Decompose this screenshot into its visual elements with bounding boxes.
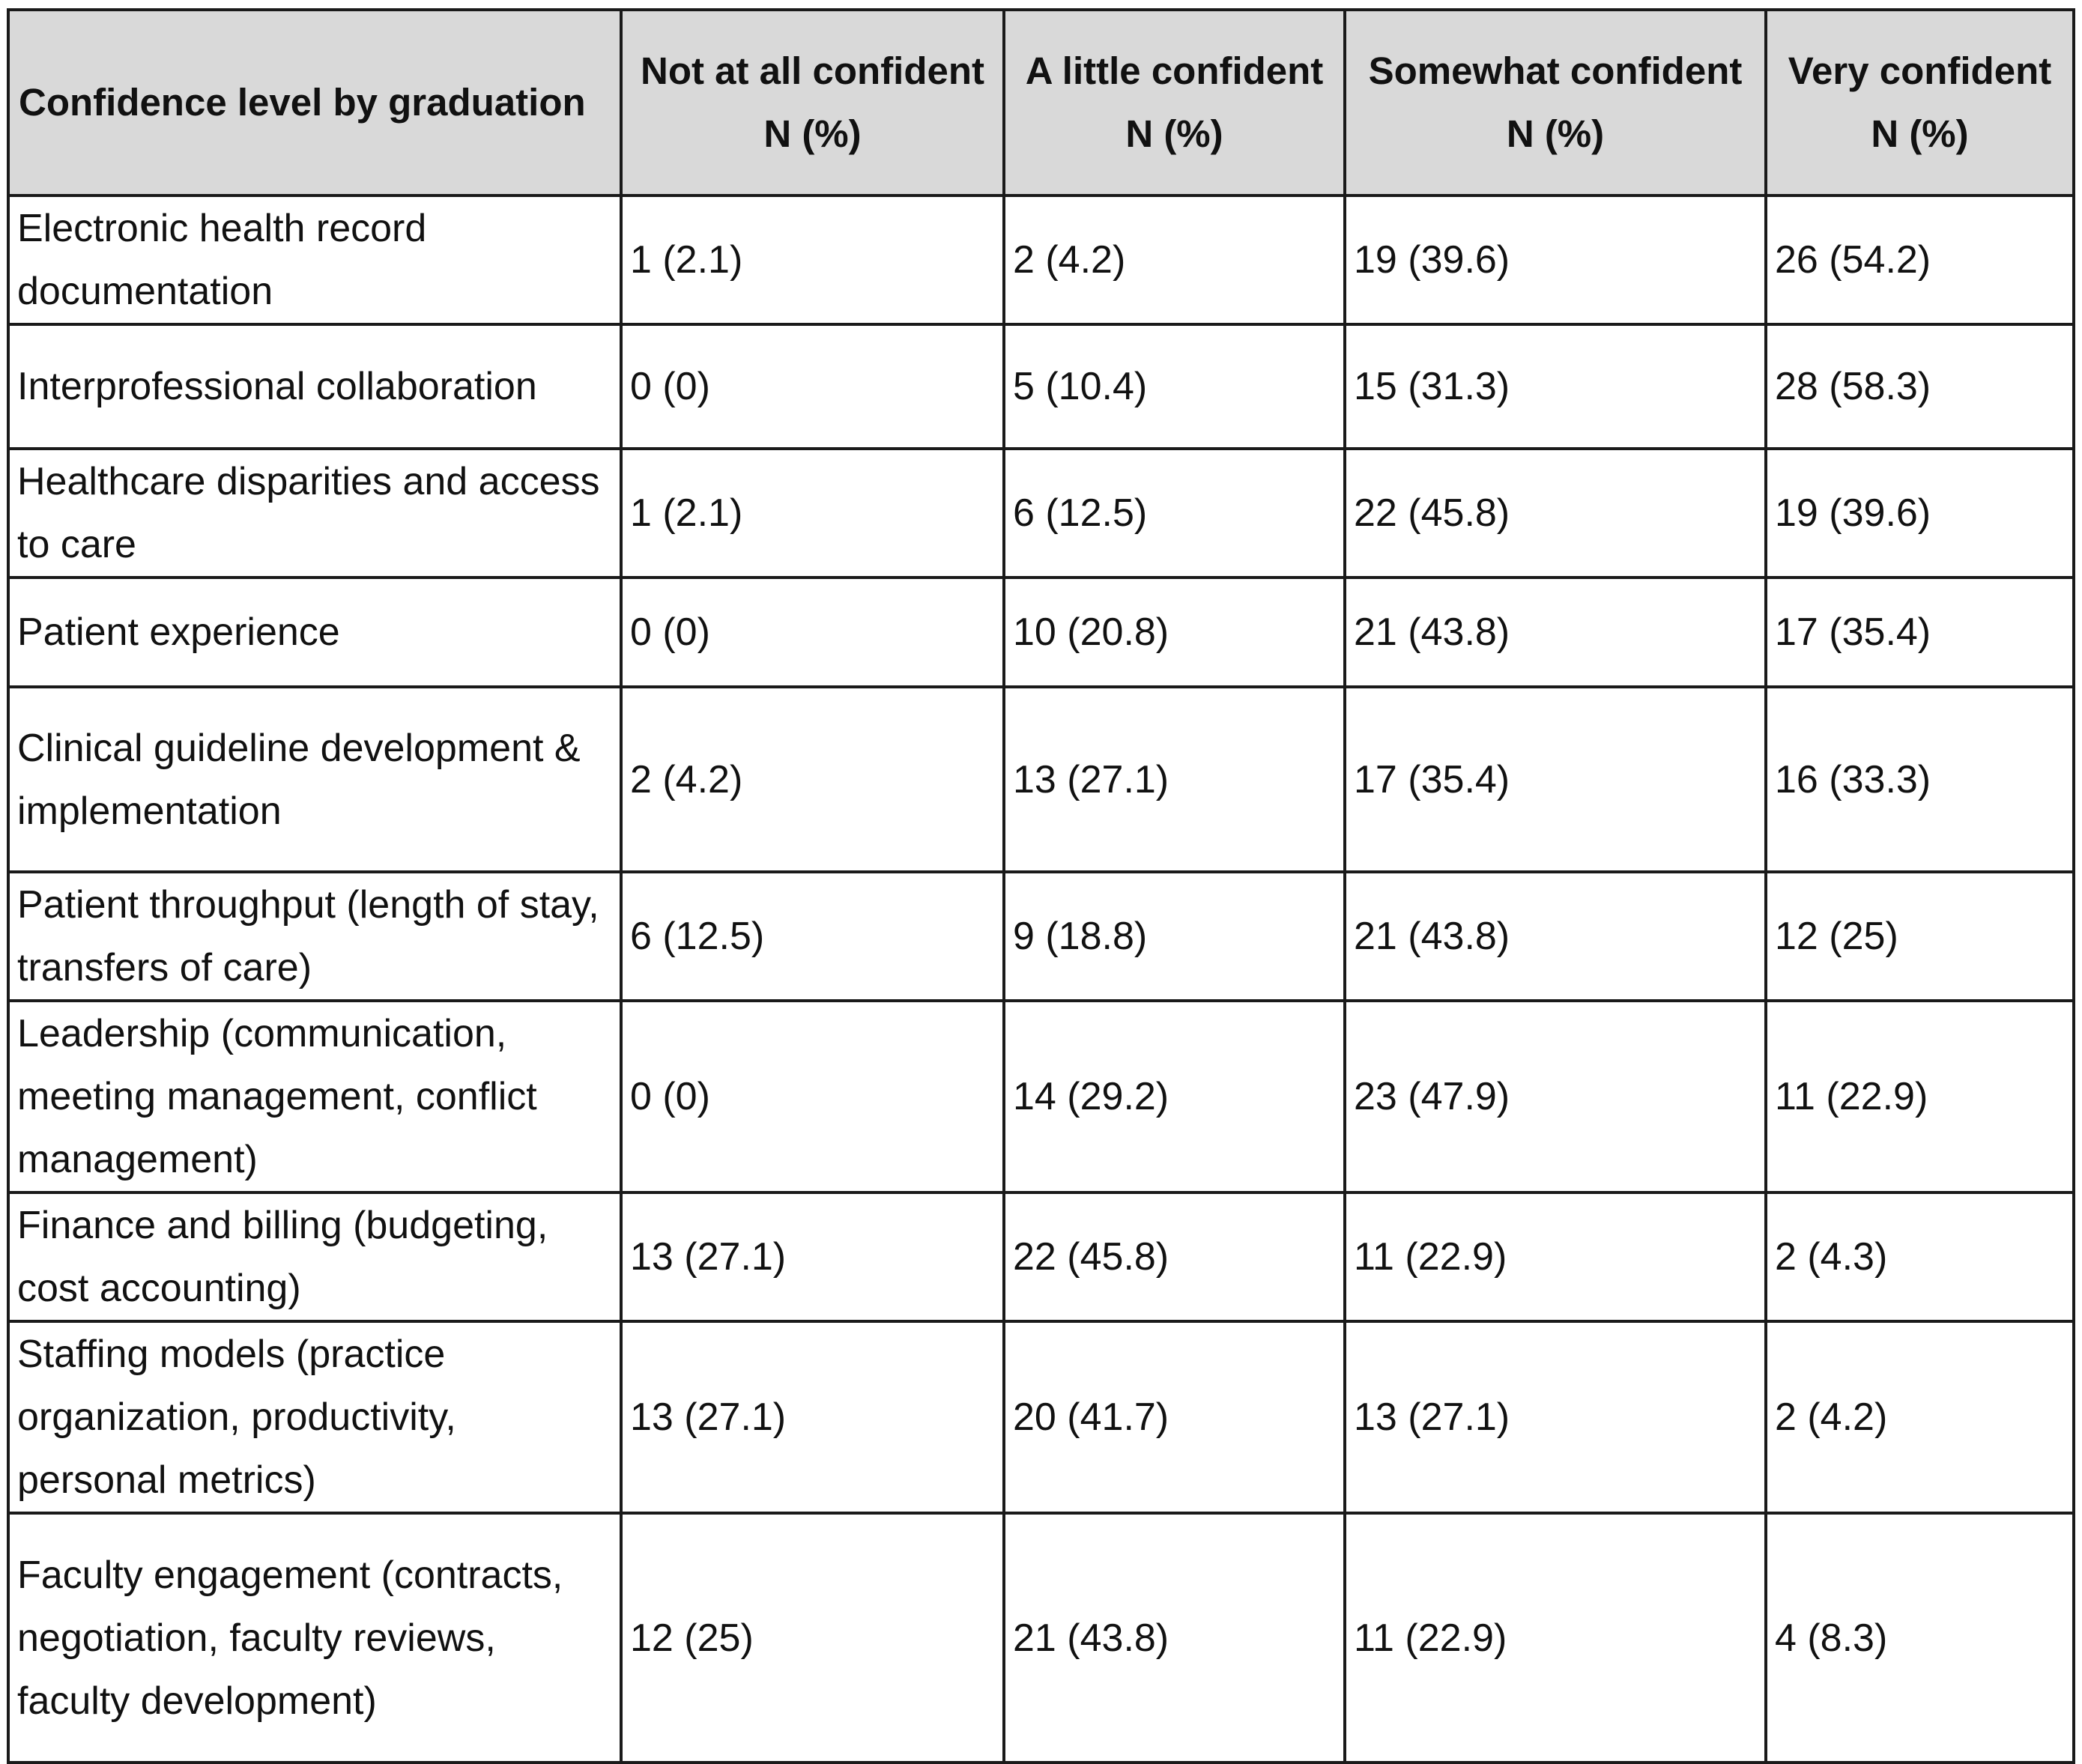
header-domain — [8, 10, 621, 196]
cell-very: 4 (8.3) — [1766, 1513, 2074, 1763]
row-domain: Finance and billing (budgeting, cost accounting) — [8, 1192, 621, 1321]
row-domain: Patient experience — [8, 578, 621, 687]
cell-a-little: 22 (45.8) — [1004, 1192, 1345, 1321]
cell-somewhat: 15 (31.3) — [1345, 324, 1766, 449]
cell-a-little: 10 (20.8) — [1004, 578, 1345, 687]
table-row — [8, 1321, 2074, 1513]
row-domain: Staffing models (practice organization, productivity, personal metrics) — [8, 1321, 621, 1513]
header-unit: N (%) — [1506, 112, 1605, 155]
table-row — [8, 872, 2074, 1001]
table-row — [8, 324, 2074, 449]
cell-not-at-all: 1 (2.1) — [621, 196, 1004, 324]
cell-somewhat: 21 (43.8) — [1345, 578, 1766, 687]
table-body — [8, 196, 2074, 1763]
header-very-confident — [1766, 10, 2074, 196]
cell-very: 2 (4.3) — [1766, 1192, 2074, 1321]
table-header — [8, 10, 2074, 196]
cell-a-little: 6 (12.5) — [1004, 449, 1345, 578]
header-not-at-all-confident — [621, 10, 1004, 196]
cell-very: 2 (4.2) — [1766, 1321, 2074, 1513]
cell-not-at-all: 6 (12.5) — [621, 872, 1004, 1001]
header-row — [8, 10, 2074, 196]
cell-not-at-all: 13 (27.1) — [621, 1192, 1004, 1321]
cell-somewhat: 21 (43.8) — [1345, 872, 1766, 1001]
header-unit: N (%) — [1871, 112, 1969, 155]
cell-a-little: 20 (41.7) — [1004, 1321, 1345, 1513]
row-domain: Patient throughput (length of stay, transfers of care) — [8, 872, 621, 1001]
row-domain: Clinical guideline development & implementation — [8, 687, 621, 872]
header-unit: N (%) — [763, 112, 862, 155]
header-unit: N (%) — [1125, 112, 1223, 155]
table-row — [8, 578, 2074, 687]
table-row — [8, 1513, 2074, 1763]
cell-very: 16 (33.3) — [1766, 687, 2074, 872]
row-domain: Faculty engagement (contracts, negotiation, faculty reviews, faculty development) — [8, 1513, 621, 1763]
table-row — [8, 449, 2074, 578]
cell-not-at-all: 13 (27.1) — [621, 1321, 1004, 1513]
header-label: Not at all confident — [641, 49, 984, 92]
cell-somewhat: 11 (22.9) — [1345, 1513, 1766, 1763]
cell-very: 17 (35.4) — [1766, 578, 2074, 687]
cell-somewhat: 22 (45.8) — [1345, 449, 1766, 578]
cell-somewhat: 19 (39.6) — [1345, 196, 1766, 324]
cell-very: 28 (58.3) — [1766, 324, 2074, 449]
table-row — [8, 196, 2074, 324]
cell-somewhat: 17 (35.4) — [1345, 687, 1766, 872]
row-domain: Electronic health record documentation — [8, 196, 621, 324]
cell-not-at-all: 0 (0) — [621, 324, 1004, 449]
cell-a-little: 9 (18.8) — [1004, 872, 1345, 1001]
cell-not-at-all: 0 (0) — [621, 578, 1004, 687]
cell-somewhat: 11 (22.9) — [1345, 1192, 1766, 1321]
cell-very: 19 (39.6) — [1766, 449, 2074, 578]
cell-very: 11 (22.9) — [1766, 1001, 2074, 1192]
header-somewhat-confident — [1345, 10, 1766, 196]
header-domain-label: Confidence level by graduation — [19, 81, 586, 124]
cell-not-at-all: 0 (0) — [621, 1001, 1004, 1192]
cell-somewhat: 13 (27.1) — [1345, 1321, 1766, 1513]
table-row — [8, 1192, 2074, 1321]
cell-a-little: 2 (4.2) — [1004, 196, 1345, 324]
header-a-little-confident — [1004, 10, 1345, 196]
cell-a-little: 13 (27.1) — [1004, 687, 1345, 872]
cell-a-little: 21 (43.8) — [1004, 1513, 1345, 1763]
cell-not-at-all: 2 (4.2) — [621, 687, 1004, 872]
cell-a-little: 14 (29.2) — [1004, 1001, 1345, 1192]
header-label: A little confident — [1025, 49, 1324, 92]
row-domain: Interprofessional collaboration — [8, 324, 621, 449]
confidence-table — [7, 8, 2075, 1764]
cell-very: 26 (54.2) — [1766, 196, 2074, 324]
header-label: Somewhat confident — [1368, 49, 1743, 92]
cell-not-at-all: 1 (2.1) — [621, 449, 1004, 578]
table-row — [8, 687, 2074, 872]
cell-a-little: 5 (10.4) — [1004, 324, 1345, 449]
header-label: Very confident — [1788, 49, 2052, 92]
row-domain: Healthcare disparities and access to care — [8, 449, 621, 578]
cell-somewhat: 23 (47.9) — [1345, 1001, 1766, 1192]
cell-very: 12 (25) — [1766, 872, 2074, 1001]
cell-not-at-all: 12 (25) — [621, 1513, 1004, 1763]
row-domain: Leadership (communication, meeting management, conflict management) — [8, 1001, 621, 1192]
table-row — [8, 1001, 2074, 1192]
